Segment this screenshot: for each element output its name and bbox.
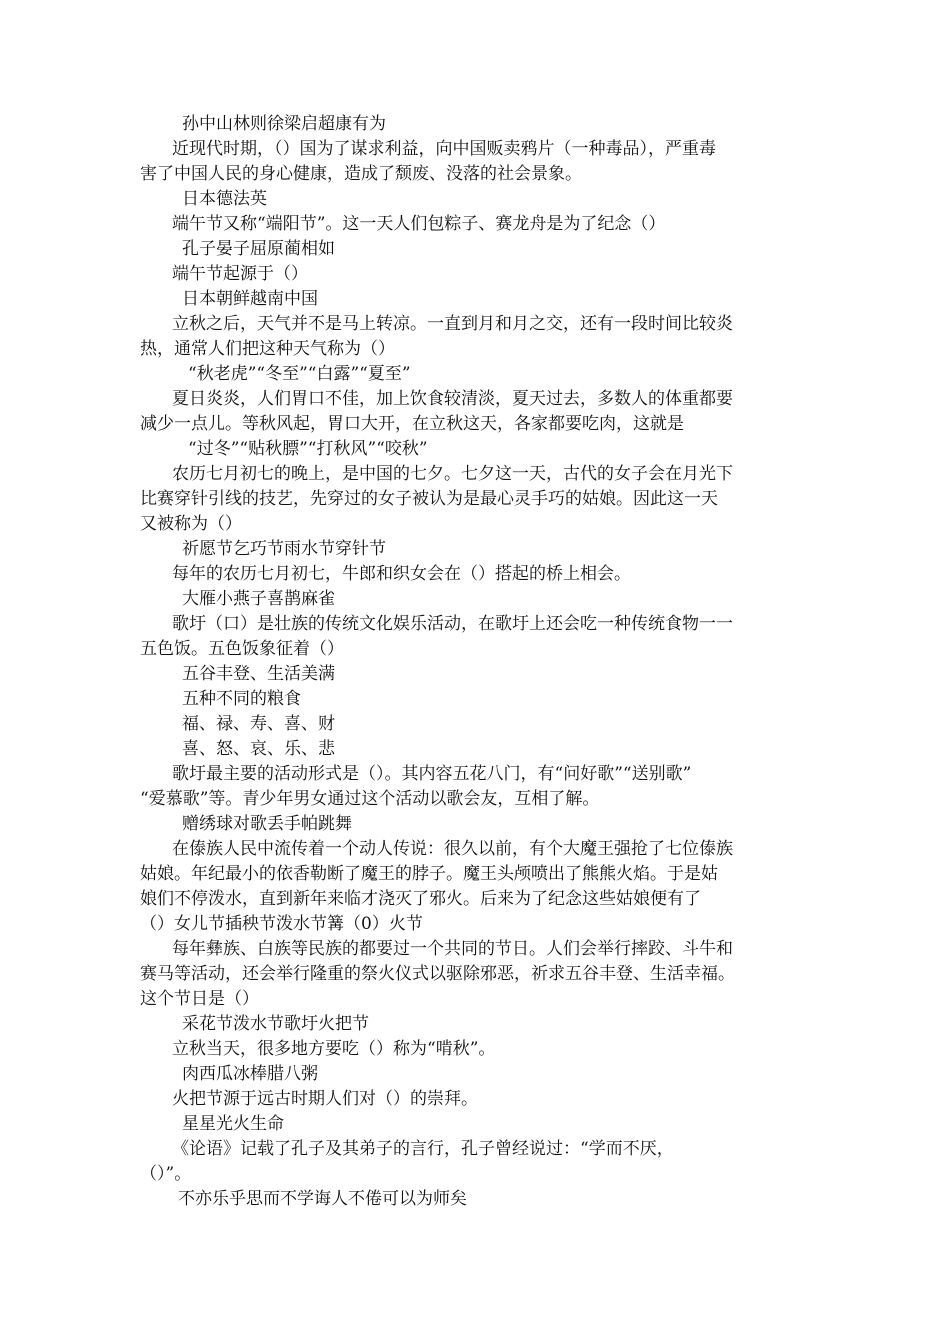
answer-option: 五种不同的粮食 [182, 689, 301, 709]
answer-options: 赠绣球对歌丢手帕跳舞 [182, 814, 352, 834]
answer-options: “过冬”“贴秋膘”“打秋风”“咬秋” [188, 439, 428, 459]
question-text: 夏日炎炎，人们胃口不佳，加上饮食较清淡，夏天过去，多数人的体重都要 [172, 389, 733, 409]
question-text: 农历七月初七的晚上，是中国的七夕。七夕这一天，古代的女子会在月光下 [172, 464, 733, 484]
question-text: 《论语》记载了孔子及其弟子的言行，孔子曾经说过：“学而不厌， [172, 1139, 674, 1159]
answer-option: 五谷丰登、生活美满 [182, 664, 335, 684]
question-text: 每年彝族、白族等民族的都要过一个共同的节日。人们会举行摔跤、斗牛和 [172, 939, 733, 959]
answer-option: 喜、怒、哀、乐、悲 [182, 739, 335, 759]
answer-options: 日本德法英 [182, 189, 267, 209]
question-text: 近现代时期，（）国为了谋求利益，向中国贩卖鸦片（一种毒品），严重毒 [172, 139, 716, 159]
answer-options: 日本朝鲜越南中国 [182, 289, 318, 309]
question-text: 在傣族人民中流传着一个动人传说：很久以前，有个大魔王强抢了七位傣族 [172, 839, 733, 859]
answer-options: 大雁小燕子喜鹊麻雀 [182, 589, 335, 609]
question-text: 立秋当天，很多地方要吃（）称为“啃秋”。 [172, 1039, 496, 1059]
question-text: 端午节又称“端阳节”。这一天人们包粽子、赛龙舟是为了纪念（） [172, 214, 666, 234]
question-text-continued: “爱慕歌”等。青少年男女通过这个活动以歌会友，互相了解。 [140, 789, 600, 809]
answer-options: 肉西瓜冰棒腊八粥 [182, 1064, 318, 1084]
document-page [140, 112, 820, 1212]
answer-options: “秋老虎”“冬至”“白露”“夏至” [188, 364, 411, 384]
question-text-continued: 五色饭。五色饭象征着（） [140, 639, 344, 659]
question-text-continued: 又被称为（） [140, 514, 242, 534]
question-text-continued: 比赛穿针引线的技艺，先穿过的女子被认为是最心灵手巧的姑娘。因此这一天 [140, 489, 718, 509]
answer-options: 不亦乐乎思而不学诲人不倦可以为师矣 [178, 1189, 467, 1209]
answer-options: 孔子晏子屈原蔺相如 [182, 239, 335, 259]
question-text-continued: 害了中国人民的身心健康，造成了颓废、没落的社会景象。 [140, 164, 582, 184]
question-text-continued: 姑娘。年纪最小的依香勒断了魔王的脖子。魔王头颅喷出了熊熊火焰。于是姑 [140, 864, 718, 884]
question-text-continued: （）”。 [140, 1164, 192, 1184]
answer-options: 孙中山林则徐梁启超康有为 [182, 114, 386, 134]
answer-options: 星星光火生命 [182, 1114, 284, 1134]
answer-option: 福、禄、寿、喜、财 [182, 714, 335, 734]
question-text: 歌圩最主要的活动形式是（）。其内容五花八门，有“问好歌”“送别歌” [172, 764, 692, 784]
question-text: 歌圩（口）是壮族的传统文化娱乐活动，在歌圩上还会吃一种传统食物一一 [172, 614, 733, 634]
question-text-continued: 热，通常人们把这种天气称为（） [140, 339, 395, 359]
question-text-continued: 减少一点儿。等秋风起，胃口大开，在立秋这天，各家都要吃肉，这就是 [140, 414, 684, 434]
question-text-continued: （）女儿节插秧节泼水节篝（0）火节 [140, 914, 423, 934]
answer-options: 采花节泼水节歌圩火把节 [182, 1014, 369, 1034]
question-text: 立秋之后，天气并不是马上转凉。一直到月和月之交，还有一段时间比较炎 [172, 314, 733, 334]
question-text-continued: 赛马等活动，还会举行隆重的祭火仪式以驱除邪恶，祈求五谷丰登、生活幸福。 [140, 964, 735, 984]
answer-options: 祈愿节乞巧节雨水节穿针节 [182, 539, 386, 559]
question-text: 每年的农历七月初七，牛郎和织女会在（）搭起的桥上相会。 [172, 564, 631, 584]
question-text: 端午节起源于（） [172, 264, 308, 284]
question-text-continued: 这个节日是（） [140, 989, 259, 1009]
question-text-continued: 娘们不停泼水，直到新年来临才浇灭了邪火。后来为了纪念这些姑娘便有了 [140, 889, 701, 909]
question-text: 火把节源于远古时期人们对（）的崇拜。 [172, 1089, 478, 1109]
